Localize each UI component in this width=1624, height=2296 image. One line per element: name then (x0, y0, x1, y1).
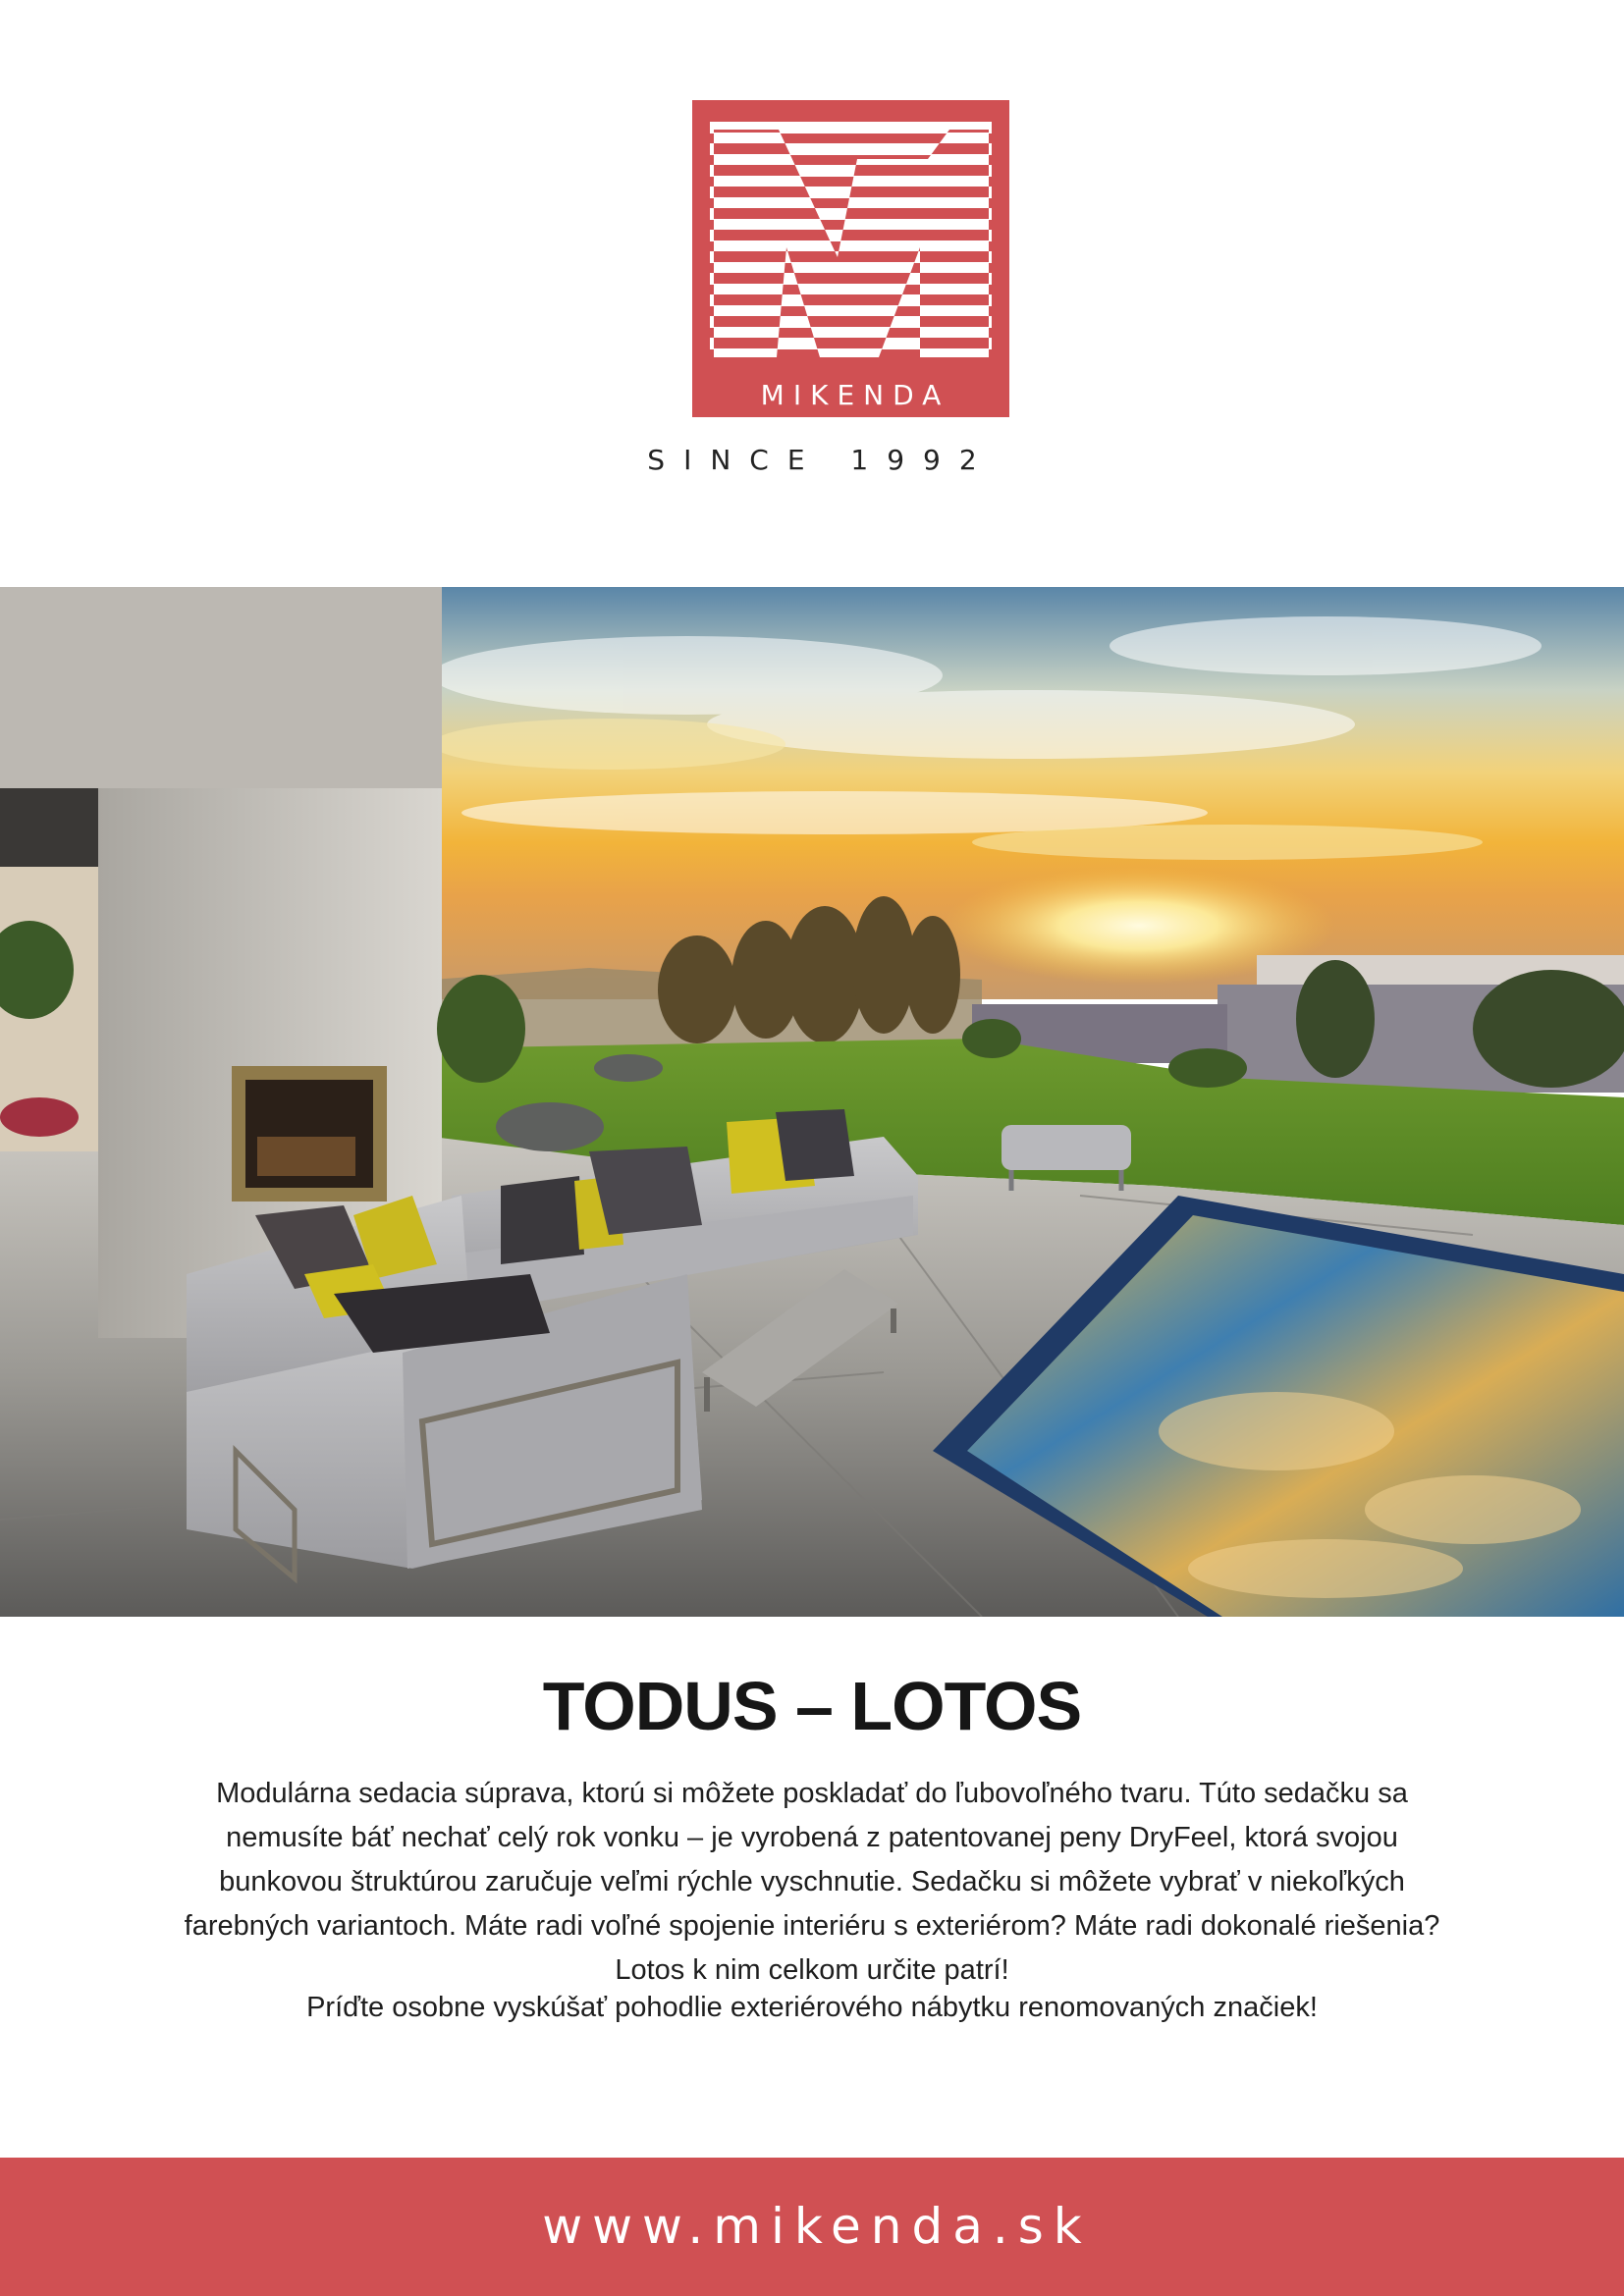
call-to-action: Príďte osobne vyskúšať pohodlie exteriérového nábytku renomovaných značiek! (306, 1992, 1318, 2023)
m-logo-icon (692, 100, 1009, 417)
logo-wordmark: MIKENDA (760, 379, 950, 411)
footer-bar (0, 2158, 1624, 2296)
product-title: TODUS – LOTOS (542, 1668, 1082, 1744)
product-description: Modulárna sedacia súprava, ktorú si môžete poskladať do ľubovoľného tvaru. Túto sedačku sa nemusíte báť nechať celý rok vonku – je vyrobená z patentovanej peny DryFeel, ktorá svojou bunkovou štruktúrou zaručuje veľmi rýchle vyschnutie. Sedačku si môžete vybrať v niekoľkých farebných variantoch. Máte radi voľné spojenie interiéru s exteriérom? Máte radi dokonalé riešenia? Lotos k nim celkom určite patrí! (184, 1778, 1440, 1986)
hero-photo (0, 587, 1624, 1617)
website-link[interactable]: www.mikenda.sk (542, 2198, 1092, 2255)
brand-tagline: SINCE 1992 (647, 444, 996, 476)
outdoor-sofa-pool-sunset-photo-icon (0, 587, 1624, 1617)
mikenda-logo (692, 100, 1009, 417)
